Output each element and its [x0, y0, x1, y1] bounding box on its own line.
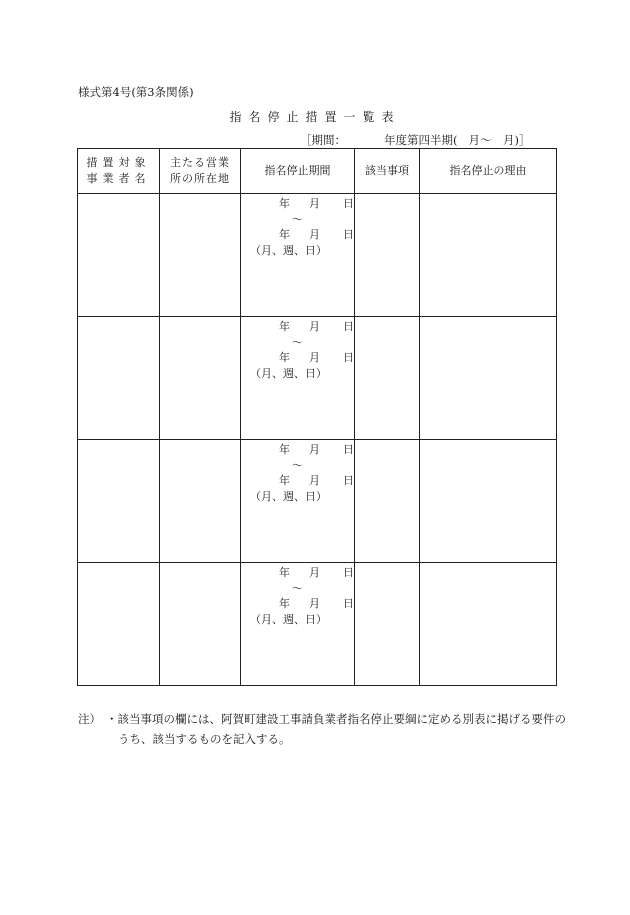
- day-label: 日: [343, 351, 354, 364]
- date-range-separator: 〜: [292, 335, 303, 349]
- period-dates: [241, 563, 354, 627]
- table-row: [78, 440, 557, 563]
- day-label: 日: [343, 197, 354, 210]
- day-label: 日: [343, 566, 354, 579]
- main-office-cell[interactable]: [160, 440, 241, 563]
- applicable-item-cell[interactable]: [355, 440, 420, 563]
- header-target-business: [78, 149, 160, 194]
- end-date-line: [241, 596, 354, 612]
- duration-label: （月、週、日）: [250, 366, 327, 380]
- start-date-line: [241, 565, 354, 581]
- duration-label: （月、週、日）: [250, 489, 327, 503]
- start-date-line: [241, 319, 354, 335]
- suspension-period-cell[interactable]: [241, 563, 355, 686]
- suspension-period-cell[interactable]: [241, 317, 355, 440]
- suspension-reason-cell[interactable]: [420, 194, 557, 317]
- month-label: 月: [309, 566, 320, 579]
- table-row: [78, 317, 557, 440]
- day-label: 日: [343, 320, 354, 333]
- month-label: 月: [309, 474, 320, 487]
- suspension-table: [77, 148, 557, 686]
- month-label: 月: [309, 443, 320, 456]
- month-label: 月: [309, 597, 320, 610]
- start-date-line: [241, 442, 354, 458]
- form-number: 様式第4号(第3条関係): [78, 85, 194, 99]
- note-text: ・該当事項の欄には、阿賀町建設工事請負業者指名停止要綱に定める別表に掲げる要件のうち、該当するものを記入する。: [106, 712, 566, 746]
- suspension-period-cell[interactable]: [241, 194, 355, 317]
- main-office-cell[interactable]: [160, 563, 241, 686]
- main-office-cell[interactable]: [160, 194, 241, 317]
- applicable-item-cell[interactable]: [355, 563, 420, 686]
- day-label: 日: [343, 443, 354, 456]
- year-label: 年: [279, 474, 290, 487]
- header-suspension-period: 指名停止期間: [241, 149, 355, 194]
- end-date-line: [241, 227, 354, 243]
- header-row: [78, 149, 557, 194]
- duration-label: （月、週、日）: [250, 612, 327, 626]
- applicable-item-cell[interactable]: [355, 194, 420, 317]
- table-row: [78, 563, 557, 686]
- applicable-item-cell[interactable]: [355, 317, 420, 440]
- main-office-cell[interactable]: [160, 317, 241, 440]
- target-business-cell[interactable]: [78, 317, 160, 440]
- target-business-cell[interactable]: [78, 563, 160, 686]
- month-label: 月: [309, 351, 320, 364]
- year-label: 年: [279, 597, 290, 610]
- date-range-separator: 〜: [292, 581, 303, 595]
- period-months: 月〜 月)］: [468, 133, 531, 147]
- header-office-line1: 主たる営業: [170, 156, 230, 169]
- note-label: 注）: [78, 712, 101, 726]
- period-line: [300, 132, 556, 148]
- month-label: 月: [309, 197, 320, 210]
- suspension-reason-cell[interactable]: [420, 440, 557, 563]
- header-target-line1: 措置対象: [86, 156, 151, 169]
- year-label: 年: [279, 320, 290, 333]
- period-dates: [241, 194, 354, 258]
- start-date-line: [241, 196, 354, 212]
- header-office-line2: 所の所在地: [170, 172, 230, 185]
- target-business-cell[interactable]: [78, 440, 160, 563]
- year-label: 年: [279, 351, 290, 364]
- header-target-line2: 事業者名: [86, 172, 151, 185]
- end-date-line: [241, 350, 354, 366]
- month-label: 月: [309, 228, 320, 241]
- period-label: ［期間：: [300, 133, 346, 147]
- year-label: 年: [279, 443, 290, 456]
- day-label: 日: [343, 474, 354, 487]
- suspension-reason-cell[interactable]: [420, 317, 557, 440]
- period-dates: [241, 440, 354, 504]
- table-body: [78, 194, 557, 686]
- month-label: 月: [309, 320, 320, 333]
- day-label: 日: [343, 228, 354, 241]
- period-fiscal-quarter: 年度第四半期(: [384, 133, 458, 147]
- year-label: 年: [279, 228, 290, 241]
- duration-label: （月、週、日）: [250, 243, 327, 257]
- year-label: 年: [279, 197, 290, 210]
- header-main-office: [160, 149, 241, 194]
- suspension-period-cell[interactable]: [241, 440, 355, 563]
- year-label: 年: [279, 566, 290, 579]
- table-row: [78, 194, 557, 317]
- header-applicable-item: 該当事項: [355, 149, 420, 194]
- period-dates: [241, 317, 354, 381]
- suspension-reason-cell[interactable]: [420, 563, 557, 686]
- target-business-cell[interactable]: [78, 194, 160, 317]
- end-date-line: [241, 473, 354, 489]
- document-title: 指名停止措置一覧表: [229, 110, 401, 124]
- day-label: 日: [343, 597, 354, 610]
- date-range-separator: 〜: [292, 212, 303, 226]
- header-suspension-reason: 指名停止の理由: [420, 149, 557, 194]
- date-range-separator: 〜: [292, 458, 303, 472]
